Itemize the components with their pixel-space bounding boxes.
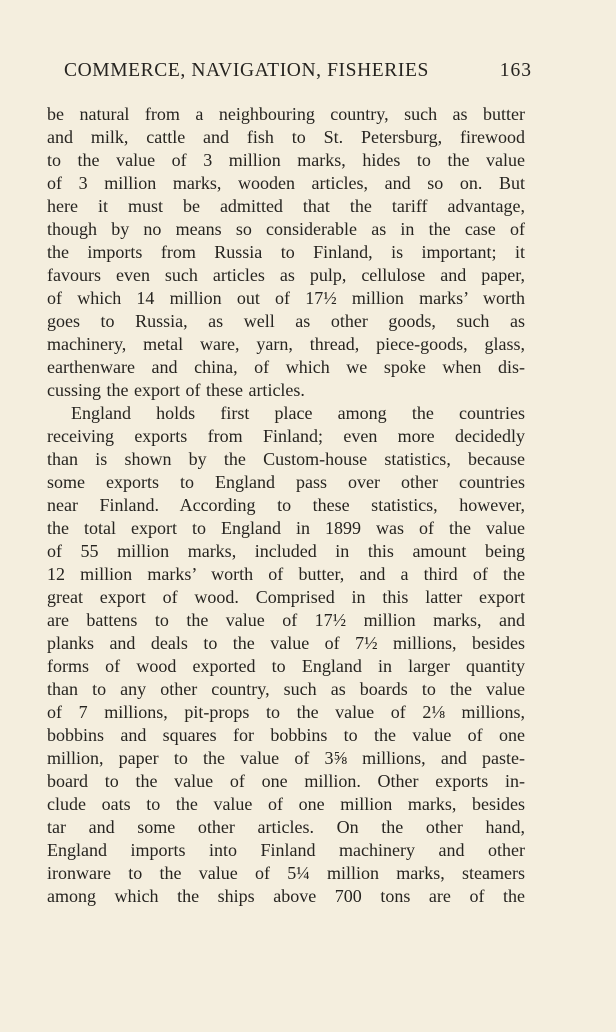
text-line: bobbins and squares for bobbins to the value of one: [47, 725, 525, 745]
text-line: receiving exports from Finland; even more decidedly: [47, 426, 525, 446]
text-line: cussing the export of these articles.: [47, 380, 305, 400]
text-line: of which 14 million out of 17½ million marks’ worth: [47, 288, 525, 308]
text-line: favours even such articles as pulp, cellulose and paper,: [47, 265, 525, 285]
text-line: than is shown by the Custom-house statistics, because: [47, 449, 525, 469]
body-text: [47, 103, 525, 908]
text-line: than to any other country, such as boards to the value: [47, 679, 525, 699]
text-line: England holds first place among the countries: [71, 403, 525, 423]
text-line: great export of wood. Comprised in this latter export: [47, 587, 525, 607]
text-line: the imports from Russia to Finland, is important; it: [47, 242, 525, 262]
text-line: million, paper to the value of 3⅝ millions, and paste-: [47, 748, 525, 768]
text-line: tar and some other articles. On the other hand,: [47, 817, 525, 837]
text-line: of 55 million marks, included in this amount being: [47, 541, 525, 561]
text-line: ironware to the value of 5¼ million marks, steamers: [47, 863, 525, 883]
text-line: machinery, metal ware, yarn, thread, piece-goods, glass,: [47, 334, 525, 354]
text-line: among which the ships above 700 tons are of the: [47, 886, 525, 906]
text-line: though by no means so considerable as in the case of: [47, 219, 525, 239]
text-line: clude oats to the value of one million marks, besides: [47, 794, 525, 814]
text-line: be natural from a neighbouring country, such as butter: [47, 104, 525, 124]
text-line: of 3 million marks, wooden articles, and so on. But: [47, 173, 525, 193]
text-line: board to the value of one million. Other exports in-: [47, 771, 525, 791]
text-line: to the value of 3 million marks, hides to the value: [47, 150, 525, 170]
text-line: goes to Russia, as well as other goods, such as: [47, 311, 525, 331]
text-line: here it must be admitted that the tariff advantage,: [47, 196, 525, 216]
text-line: planks and deals to the value of 7½ millions, besides: [47, 633, 525, 653]
page-number: 163: [499, 60, 532, 81]
text-line: forms of wood exported to England in larger quantity: [47, 656, 525, 676]
text-line: of 7 millions, pit-props to the value of 2⅛ millions,: [47, 702, 525, 722]
text-line: the total export to England in 1899 was of the value: [47, 518, 525, 538]
chapter-title: COMMERCE, NAVIGATION, FISHERIES: [64, 60, 429, 81]
text-line: and milk, cattle and fish to St. Petersburg, firewood: [47, 127, 525, 147]
text-line: 12 million marks’ worth of butter, and a third of the: [47, 564, 525, 584]
text-line: some exports to England pass over other countries: [47, 472, 525, 492]
text-line: England imports into Finland machinery and other: [47, 840, 525, 860]
text-line: earthenware and china, of which we spoke when dis-: [47, 357, 525, 377]
text-line: are battens to the value of 17½ million marks, and: [47, 610, 525, 630]
running-head: [64, 60, 532, 90]
text-line: near Finland. According to these statistics, however,: [47, 495, 525, 515]
